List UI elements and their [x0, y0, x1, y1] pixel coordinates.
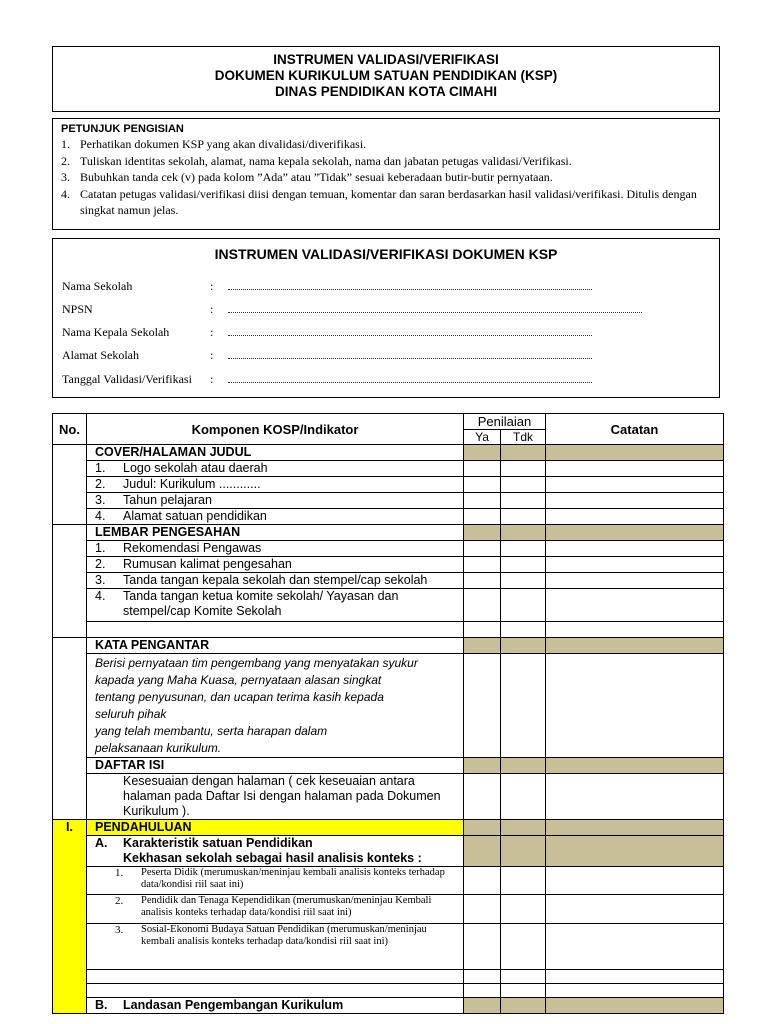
header-komponen: Komponen KOSP/Indikator: [87, 414, 464, 445]
empty-cell: [87, 622, 464, 638]
catatan-input[interactable]: [546, 653, 724, 757]
field-npsn: [62, 302, 702, 317]
instruction-number: 4.: [61, 186, 70, 201]
table-row: [53, 461, 724, 477]
field-label: Nama Sekolah: [62, 279, 133, 293]
ya-checkbox[interactable]: [464, 509, 501, 525]
catatan-cell: [546, 525, 724, 541]
item-text: Alamat satuan pendidikan: [123, 509, 267, 523]
ya-checkbox[interactable]: [464, 589, 501, 622]
tdk-checkbox[interactable]: [501, 589, 546, 622]
instruction-item: [61, 186, 711, 219]
table-row: [53, 983, 724, 997]
identity-title: INSTRUMEN VALIDASI/VERIFIKASI DOKUMEN KSP: [214, 246, 558, 262]
ya-checkbox[interactable]: [464, 653, 501, 757]
ya-checkbox[interactable]: [464, 557, 501, 573]
instruction-text: Tuliskan identitas sekolah, alamat, nama kepala sekolah, nama dan jabatan petugas validasi/Verifikasi.: [80, 153, 572, 168]
catatan-input[interactable]: [546, 493, 724, 509]
indicator-cell: [87, 541, 464, 557]
item-text: Peserta Didik (merumuskan/meninjau kembali analisis konteks terhadap data/kondisi riil saat ini): [141, 866, 445, 890]
empty-cell: [87, 969, 464, 983]
description-line: seluruh pihak: [95, 706, 167, 721]
tdk-checkbox[interactable]: [501, 653, 546, 757]
catatan-input[interactable]: [546, 866, 724, 894]
catatan-cell: [546, 637, 724, 653]
item-text: Kesesuaian dengan halaman ( cek keseuaian antara halaman pada Daftar Isi dengan halaman pada Dokumen Kurikulum ).: [123, 773, 441, 818]
catatan-input[interactable]: [546, 773, 724, 819]
description-line: pelaksanaan kurikulum.: [95, 740, 222, 755]
field-alamat-sekolah: [62, 348, 702, 363]
tdk-checkbox[interactable]: [501, 894, 546, 923]
table-row: [53, 637, 724, 653]
title-line-1: INSTRUMEN VALIDASI/VERIFIKASI: [273, 52, 499, 67]
instructions-title: PETUNJUK PENGISIAN: [61, 123, 184, 135]
table-row: [53, 969, 724, 983]
catatan-cell: [546, 835, 724, 866]
tdk-checkbox[interactable]: [501, 461, 546, 477]
no-cell: [53, 445, 87, 525]
assessment-table: [52, 413, 724, 1014]
description-line: tentang penyusunan, dan ucapan terima kasih kepada: [95, 689, 384, 704]
catatan-input[interactable]: [546, 461, 724, 477]
table-row: [53, 445, 724, 461]
indicator-cell: [87, 589, 464, 622]
table-row: [53, 557, 724, 573]
document-title-box: [52, 46, 720, 112]
table-row: [53, 819, 724, 835]
instruction-item: [61, 153, 711, 170]
table-row: [53, 773, 724, 819]
field-colon: :: [210, 372, 214, 386]
tdk-checkbox[interactable]: [501, 622, 546, 638]
subsection-letter: A.: [95, 835, 108, 850]
instructions-list: [61, 136, 711, 219]
instructions-box: [52, 118, 720, 230]
subsection-letter: B.: [95, 997, 108, 1012]
indicator-cell: [87, 773, 464, 819]
tdk-cell: [501, 525, 546, 541]
field-dotted-line[interactable]: [228, 304, 642, 313]
subsection-subtitle: Kekhasan sekolah sebagai hasil analisis konteks :: [123, 850, 422, 865]
item-text: Pendidik dan Tenaga Kependidikan (merumuskan/meninjau Kembali analisis konteks terhadap data/kondisi riil saat ini): [141, 894, 432, 918]
empty-cell: [87, 983, 464, 997]
tdk-cell: [501, 997, 546, 1013]
tdk-cell: [501, 445, 546, 461]
catatan-input[interactable]: [546, 969, 724, 983]
table-row: [53, 541, 724, 557]
ya-cell: [464, 819, 501, 835]
ya-cell: [464, 997, 501, 1013]
catatan-input[interactable]: [546, 923, 724, 969]
instruction-number: 2.: [61, 153, 70, 168]
tdk-checkbox[interactable]: [501, 493, 546, 509]
item-text: Judul: Kurikulum ............: [123, 477, 261, 491]
ya-cell: [464, 637, 501, 653]
instruction-number: 1.: [61, 137, 70, 151]
table-row: [53, 997, 724, 1013]
item-number: 1.: [95, 461, 106, 475]
description-line: yang telah membantu, serta harapan dalam: [95, 723, 328, 738]
catatan-cell: [546, 757, 724, 773]
item-number: 2.: [115, 894, 124, 907]
table-row: [53, 923, 724, 969]
catatan-input[interactable]: [546, 622, 724, 638]
field-colon: :: [210, 302, 214, 316]
instruction-text: Perhatikan dokumen KSP yang akan divalidasi/diverifikasi.: [80, 137, 367, 151]
ya-checkbox[interactable]: [464, 541, 501, 557]
ya-checkbox[interactable]: [464, 773, 501, 819]
catatan-input[interactable]: [546, 557, 724, 573]
table-row: [53, 653, 724, 757]
tdk-checkbox[interactable]: [501, 773, 546, 819]
item-number: 3.: [95, 493, 106, 507]
table-row: [53, 835, 724, 866]
section-title: PENDAHULUAN: [87, 819, 464, 835]
tdk-cell: [501, 757, 546, 773]
tdk-checkbox[interactable]: [501, 573, 546, 589]
field-label: NPSN: [62, 302, 93, 316]
ya-cell: [464, 445, 501, 461]
section-title: LEMBAR PENGESAHAN: [87, 525, 464, 541]
instruction-number: 3.: [61, 170, 70, 184]
field-colon: :: [210, 279, 214, 293]
tdk-checkbox[interactable]: [501, 477, 546, 493]
tdk-checkbox[interactable]: [501, 557, 546, 573]
catatan-input[interactable]: [546, 541, 724, 557]
indicator-cell: [87, 923, 464, 969]
indicator-cell: [87, 653, 464, 757]
ya-checkbox[interactable]: [464, 923, 501, 969]
table-header-row: [53, 414, 724, 430]
field-label: Alamat Sekolah: [62, 348, 139, 362]
table-row: [53, 493, 724, 509]
catatan-cell: [546, 997, 724, 1013]
item-number: 4.: [95, 509, 106, 523]
field-nama-kepala-sekolah: [62, 325, 702, 340]
catatan-input[interactable]: [546, 477, 724, 493]
item-number: 1.: [95, 541, 106, 555]
table-row: [53, 622, 724, 638]
tdk-checkbox[interactable]: [501, 541, 546, 557]
tdk-checkbox[interactable]: [501, 983, 546, 997]
tdk-checkbox[interactable]: [501, 923, 546, 969]
instruction-item: [61, 136, 711, 153]
field-colon: :: [210, 348, 214, 362]
section-title: KATA PENGANTAR: [87, 637, 464, 653]
table-row: [53, 573, 724, 589]
instruction-item: [61, 169, 711, 186]
section-title: COVER/HALAMAN JUDUL: [87, 445, 464, 461]
field-tanggal-validasi: [62, 372, 702, 387]
indicator-cell: [87, 557, 464, 573]
catatan-cell: [546, 819, 724, 835]
no-cell: [53, 637, 87, 819]
header-ya: Ya: [464, 430, 501, 445]
table-row: [53, 757, 724, 773]
ya-checkbox[interactable]: [464, 983, 501, 997]
instruction-text: Catatan petugas validasi/verifikasi diisi dengan temuan, komentar dan saran berdasarkan hasil validasi/verifikasi. Ditulis dengan singkat namun jelas.: [80, 186, 697, 217]
ya-checkbox[interactable]: [464, 894, 501, 923]
field-nama-sekolah: [62, 279, 702, 294]
item-number: 2.: [95, 477, 106, 491]
title-line-3: DINAS PENDIDIKAN KOTA CIMAHI: [275, 84, 497, 99]
item-number: 3.: [115, 923, 124, 936]
item-text: Logo sekolah atau daerah: [123, 461, 268, 475]
item-text: Rekomendasi Pengawas: [123, 541, 262, 555]
item-text: Tanda tangan ketua komite sekolah/ Yayasan dan stempel/cap Komite Sekolah: [123, 589, 399, 618]
no-cell: [53, 525, 87, 638]
item-text: Sosial-Ekonomi Budaya Satuan Pendidikan (merumuskan/meninjau kembali analisis konteks terhadap data/kondisi riil saat ini): [141, 923, 427, 947]
description-line: kapada yang Maha Kuasa, pernyataan alasan singkat: [95, 672, 382, 687]
item-number: 4.: [95, 589, 106, 603]
indicator-cell: [87, 894, 464, 923]
field-label: Nama Kepala Sekolah: [62, 325, 170, 339]
field-dotted-line[interactable]: [228, 374, 592, 383]
indicator-cell: [87, 509, 464, 525]
description-line: Berisi pernyataan tim pengembang yang menyatakan syukur: [95, 655, 418, 670]
table-row: [53, 866, 724, 894]
indicator-cell: [87, 477, 464, 493]
subsection-title: [87, 997, 464, 1013]
item-text: Tanda tangan kepala sekolah dan stempel/cap sekolah: [123, 573, 428, 587]
ya-checkbox[interactable]: [464, 493, 501, 509]
header-catatan: Catatan: [546, 414, 724, 445]
ya-checkbox[interactable]: [464, 573, 501, 589]
ya-cell: [464, 835, 501, 866]
header-no: No.: [53, 414, 87, 445]
tdk-cell: [501, 819, 546, 835]
item-number: 1.: [115, 866, 124, 879]
catatan-input[interactable]: [546, 573, 724, 589]
field-label: Tanggal Validasi/Verifikasi: [62, 372, 192, 386]
item-text: Rumusan kalimat pengesahan: [123, 557, 292, 571]
catatan-input[interactable]: [546, 983, 724, 997]
header-penilaian: Penilaian: [464, 414, 546, 430]
ya-checkbox[interactable]: [464, 461, 501, 477]
item-number: 3.: [95, 573, 106, 587]
tdk-checkbox[interactable]: [501, 866, 546, 894]
subsection-text: Karakteristik satuan Pendidikan: [123, 835, 313, 850]
catatan-input[interactable]: [546, 509, 724, 525]
ya-checkbox[interactable]: [464, 622, 501, 638]
tdk-checkbox[interactable]: [501, 509, 546, 525]
ya-checkbox[interactable]: [464, 477, 501, 493]
ya-cell: [464, 757, 501, 773]
table-row: [53, 589, 724, 622]
table-row: [53, 525, 724, 541]
table-row: [53, 477, 724, 493]
indicator-cell: [87, 493, 464, 509]
indicator-cell: [87, 461, 464, 477]
item-text: Tahun pelajaran: [123, 493, 212, 507]
tdk-cell: [501, 835, 546, 866]
table-row: [53, 509, 724, 525]
catatan-input[interactable]: [546, 589, 724, 622]
section-title: DAFTAR ISI: [87, 757, 464, 773]
section-number: I.: [53, 819, 87, 1013]
field-dotted-line[interactable]: [228, 350, 592, 359]
field-dotted-line[interactable]: [228, 327, 592, 336]
indicator-cell: [87, 866, 464, 894]
item-number: 2.: [95, 557, 106, 571]
ya-checkbox[interactable]: [464, 866, 501, 894]
identity-box: [52, 238, 720, 398]
field-colon: :: [210, 325, 214, 339]
table-row: [53, 894, 724, 923]
indicator-cell: [87, 573, 464, 589]
catatan-input[interactable]: [546, 894, 724, 923]
ya-checkbox[interactable]: [464, 969, 501, 983]
tdk-checkbox[interactable]: [501, 969, 546, 983]
instruction-text: Bubuhkan tanda cek (v) pada kolom ”Ada” atau ”Tidak” sesuai keberadaan butir-butir pernyataan.: [80, 170, 553, 184]
ya-cell: [464, 525, 501, 541]
subsection-text: Landasan Pengembangan Kurikulum: [123, 997, 344, 1012]
header-tdk: Tdk: [501, 430, 546, 445]
subsection-title: [87, 835, 464, 866]
catatan-cell: [546, 445, 724, 461]
title-line-2: DOKUMEN KURIKULUM SATUAN PENDIDIKAN (KSP): [214, 68, 558, 83]
field-dotted-line[interactable]: [228, 281, 592, 290]
tdk-cell: [501, 637, 546, 653]
